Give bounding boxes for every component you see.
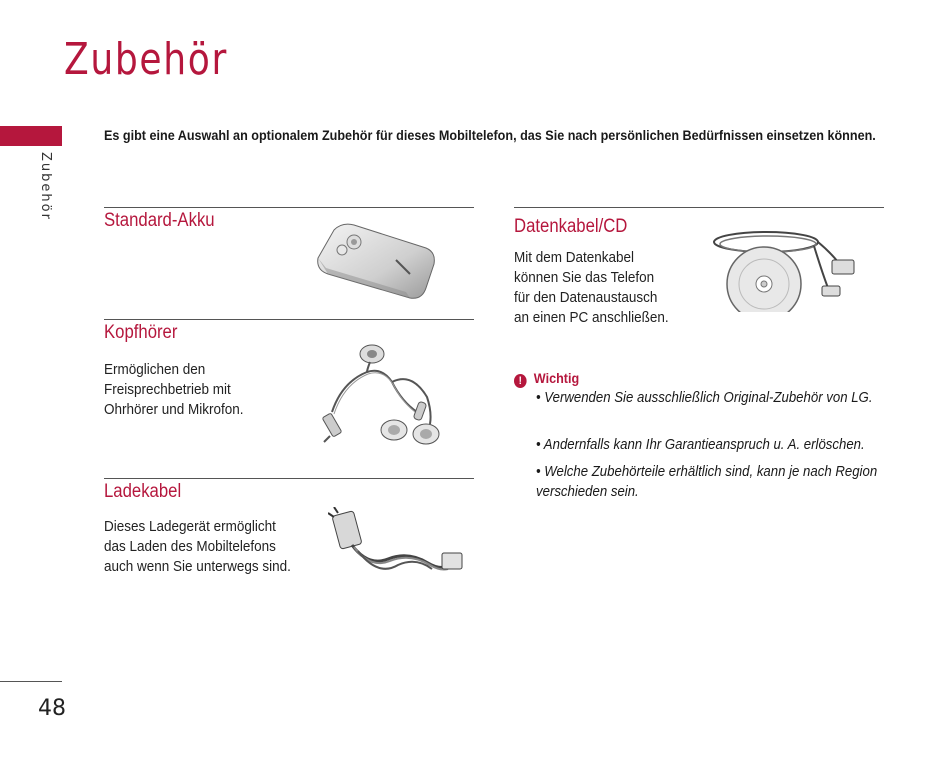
section-datenkabel (514, 207, 884, 338)
kopfhoerer-line-2: Freisprechbetrieb mit (104, 381, 231, 398)
ladekabel-line-2: das Laden des Mobiltelefons (104, 538, 276, 555)
section-title-kopfhoerer: Kopfhörer (104, 322, 178, 343)
important-item-2: • Andernfalls kann Ihr Garantieanspruch u. A. erlöschen. (536, 436, 865, 453)
ladekabel-line-3: auch wenn Sie unterwegs sind. (104, 558, 291, 575)
page-title: Zubehör (64, 34, 228, 85)
data-cable-cd-illustration (710, 222, 858, 312)
side-label: Zubehör (38, 152, 53, 221)
kopfhoerer-line-3: Ohrhörer und Mikrofon. (104, 401, 244, 418)
important-heading: Wichtig (533, 370, 580, 386)
headset-illustration (322, 342, 447, 447)
datenkabel-line-3: für den Datenaustausch (514, 289, 658, 306)
section-ladekabel (104, 478, 474, 589)
section-title-standard-akku: Standard-Akku (104, 210, 215, 231)
footer-divider (0, 681, 62, 682)
section-title-ladekabel: Ladekabel (104, 481, 182, 502)
section-title-datenkabel: Datenkabel/CD (514, 216, 628, 237)
page-number: 48 (38, 696, 66, 721)
battery-illustration (314, 220, 439, 302)
datenkabel-line-2: können Sie das Telefon (514, 269, 655, 286)
section-standard-akku (104, 207, 474, 308)
ladekabel-line-1: Dieses Ladegerät ermöglicht (104, 518, 276, 535)
intro-text: Es gibt eine Auswahl an optionalem Zubehör für dieses Mobiltelefon, das Sie nach persönlichen Bedürfnissen einsetzen können. (104, 127, 876, 143)
warning-icon: ! (514, 374, 527, 388)
datenkabel-line-4: an einen PC anschließen. (514, 309, 669, 326)
side-tab-marker (0, 126, 62, 146)
kopfhoerer-line-1: Ermöglichen den (104, 361, 206, 378)
section-kopfhoerer (104, 319, 474, 460)
charger-illustration (328, 507, 468, 587)
datenkabel-line-1: Mit dem Datenkabel (514, 249, 635, 266)
important-item-1: • Verwenden Sie ausschließlich Original-Zubehör von LG. (536, 389, 873, 406)
important-item-3: • Welche Zubehörteile erhältlich sind, kann je nach Region verschieden sein. (536, 463, 878, 500)
